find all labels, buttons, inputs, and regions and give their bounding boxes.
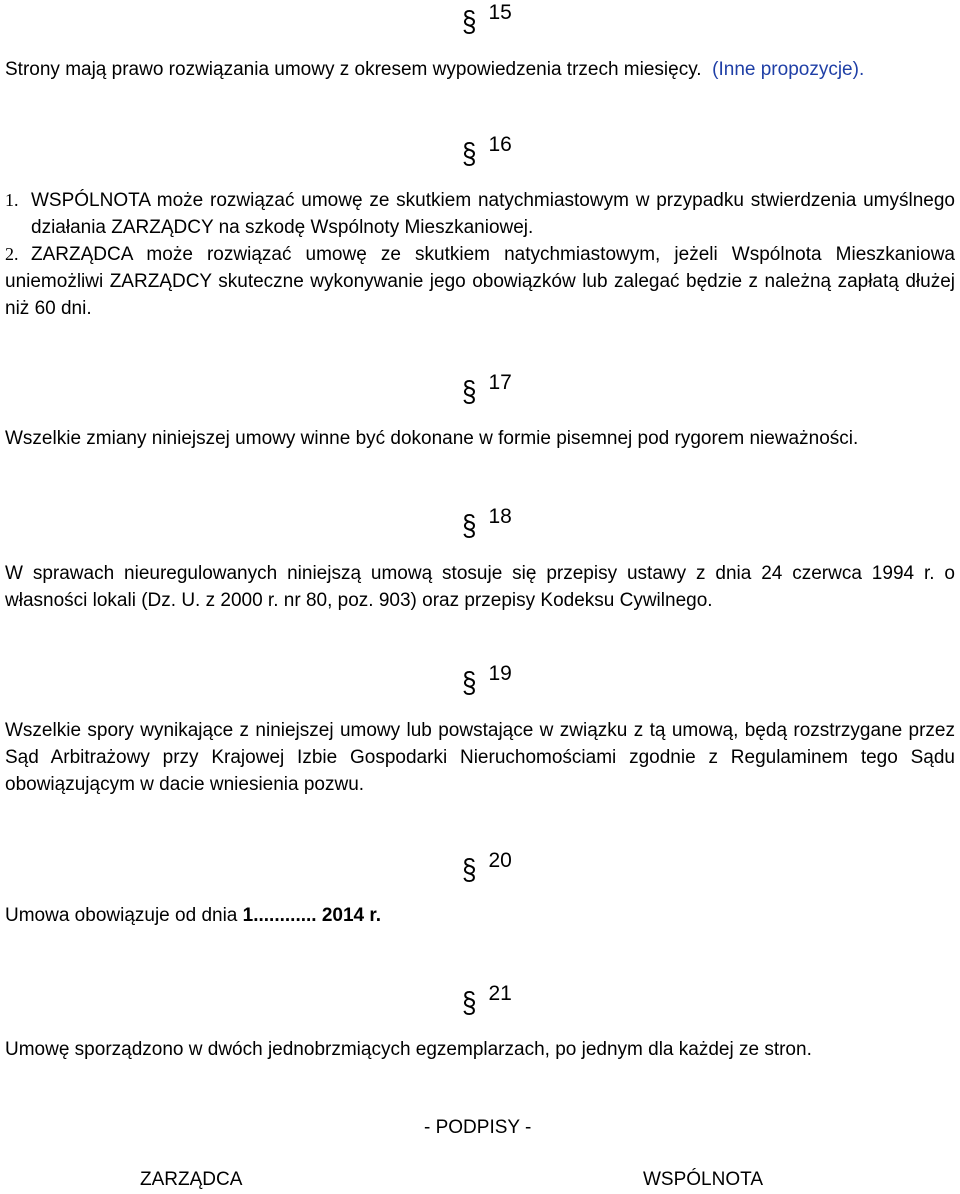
section-heading-21 — [462, 982, 512, 1020]
section-heading-15 — [462, 1, 512, 39]
paragraph-18: W sprawach nieuregulowanych niniejszą umową stosuje się przepisy ustawy z dnia 24 czerwca 1994 r. o własności lokali (Dz. U. z 2000 r. nr 80, poz. 903) oraz przepisy Kodeksu Cywilnego. — [5, 563, 955, 611]
paragraph-21: Umowę sporządzono w dwóch jednobrzmiących egzemplarzach, po jednym dla każdej ze stron. — [5, 1039, 812, 1060]
section-number: 17 — [488, 371, 512, 394]
signature-left-label: ZARZĄDCA — [140, 1169, 243, 1190]
paragraph-19: Wszelkie spory wynikające z niniejszej umowy lub powstające w związku z tą umową, będą rozstrzygane przez Sąd Arbitrażowy przy Krajowej Izbie Gospodarki Nieruchomościami zgodnie z Regulaminem tego Sądu obowiązującym w dacie wniesienia pozwu. — [5, 720, 955, 795]
section-number: 16 — [488, 133, 512, 156]
section-symbol: § — [462, 851, 477, 887]
section-symbol: § — [462, 135, 477, 171]
section-number: 19 — [488, 662, 512, 685]
section-heading-19 — [462, 662, 512, 700]
section-symbol: § — [462, 373, 477, 409]
section-heading-20 — [462, 849, 512, 887]
paragraph-20 — [5, 902, 955, 929]
paragraph-20-date: 1............ 2014 r. — [242, 905, 382, 926]
section-symbol: § — [462, 984, 477, 1020]
list-item-text: ZARZĄDCA może rozwiązać umowę ze skutkiem natychmiastowym, jeżeli Wspólnota Mieszkaniowa uniemożliwi ZARZĄDCY skuteczne wykonywanie jego obowiązków lub zalegać będzie z należną zapłatą dłużej niż 60 dni. — [5, 244, 955, 319]
paragraph-15-note: (Inne propozycje). — [712, 59, 865, 80]
list-item-1 — [5, 187, 955, 241]
paragraph-15 — [5, 56, 955, 83]
section-symbol: § — [462, 664, 477, 700]
section-heading-16 — [462, 133, 512, 171]
list-marker: 2. — [5, 244, 19, 264]
list-item-2 — [5, 241, 955, 322]
section-heading-18 — [462, 505, 512, 543]
paragraph-17: Wszelkie zmiany niniejszej umowy winne być dokonane w formie pisemnej pod rygorem nieważności. — [5, 428, 859, 449]
section-heading-17 — [462, 371, 512, 409]
paragraph-20-prefix: Umowa obowiązuje od dnia — [5, 905, 238, 926]
section-number: 18 — [488, 505, 512, 528]
section-symbol: § — [462, 507, 477, 543]
section-symbol: § — [462, 3, 477, 39]
signatures-title: - PODPISY - — [424, 1117, 532, 1138]
list-marker: 1. — [5, 190, 19, 210]
list-item-text: WSPÓLNOTA może rozwiązać umowę ze skutkiem natychmiastowym w przypadku stwierdzenia umyślnego działania ZARZĄDCY na szkodę Wspólnoty Mieszkaniowej. — [31, 190, 955, 238]
section-number: 15 — [488, 1, 512, 24]
signature-right-label: WSPÓLNOTA — [643, 1169, 763, 1190]
section-number: 21 — [488, 982, 512, 1005]
section-number: 20 — [488, 849, 512, 872]
paragraph-15-text: Strony mają prawo rozwiązania umowy z okresem wypowiedzenia trzech miesięcy. — [5, 59, 702, 80]
